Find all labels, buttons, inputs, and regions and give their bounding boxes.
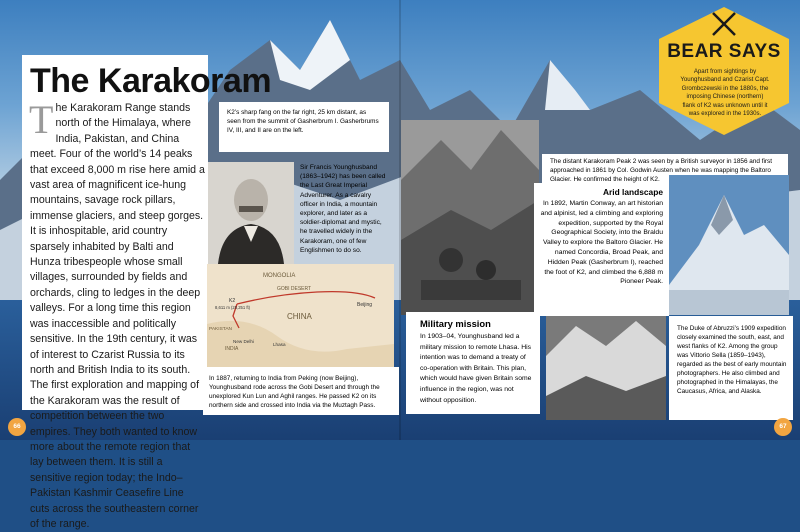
arid-heading: Arid landscape xyxy=(602,187,663,197)
military-heading: Military mission xyxy=(420,318,491,329)
route-map xyxy=(207,264,394,367)
drop-cap: T xyxy=(29,97,54,142)
page-number-right: 67 xyxy=(774,418,792,436)
intro-body: he Karakoram Range stands north of the Himalaya, where India, Pakistan, and China meet. Four of the world’s 14 peaks that exceed 8,000 m rise here amid a vast area of magnificent ice-hung mountains, savage rock pillars, immense glaciers, and steep gorges. It is inhospitable, arid country sparsely inhabited by Balti and Hunza tribespeople whose small villages, surrounded by fields and orchards, cling to ledges in the deep valleys. For a long time this region was inaccessible and politically sensitive. In the 19th century, it was of interest to Czarist Russia to its north and British India to its south. The first exploration and mapping of the Karakoram was the result of competition between the two empires. They both wanted to know more about the remote region that lay between them. It is still a sensitive region today; the Indo–Pakistan Kashmir Ceasefire Line cuts across the southeastern corner of the range. xyxy=(30,102,205,530)
map-label-china: CHINA xyxy=(287,312,312,321)
page-title: The Karakoram xyxy=(30,62,272,100)
map-label-pakistan: PAKISTAN xyxy=(209,327,233,332)
younghusband-portrait xyxy=(208,162,294,264)
map-label-mongolia: MONGOLIA xyxy=(263,273,296,279)
bear-says-text: Apart from sightings by Younghusband and Czarist Capt. Grombczewski in the 1880s, the imposing Chinese (northern) flank of K2 was unknown until it was explored in the 1930s. xyxy=(680,68,770,118)
expedition-illustration xyxy=(401,120,539,315)
bear-says-title: BEAR SAYS xyxy=(667,41,781,62)
map-label-k2: K2 xyxy=(229,298,236,304)
duke-caption: The Duke of Abruzzi’s 1909 expedition closely examined the south, east, and west flanks of K2. Among the group was Vittorio Sella (1859–1943), regarded as the best of early mountain photographers. He also climbed and photographed in the Himalayas, the Caucasus, Africa, and Alaska. xyxy=(669,316,793,420)
arid-text: In 1892, Martin Conway, an art historian and alpinist, led a climbing and exploring expedition, supported by the Royal Geographical Society, into the Braldu Valley to explore the Baltoro Glacier. He named Concordia, Broad Peak, and Hidden Peak (Gasherbrum I), reached the foot of K2, and climbed the 6,888 m Pioneer Peak. xyxy=(540,200,663,286)
map-label-new-delhi: New Delhi xyxy=(233,339,254,344)
distant-k2-caption: The distant Karakoram Peak 2 was seen by a British surveyor in 1856 and first approached in 1861 by Col. Godwin Austen when he was mapping the Baltoro Glacier. He confirmed the height of K2. xyxy=(542,154,788,184)
intro-text xyxy=(29,97,206,532)
map-label-india: INDIA xyxy=(225,346,239,352)
military-text: In 1903–04, Younghusband led a military mission to remote Lhasa. His intention was to demand a treaty of co-operation with Britain. This plan, which would have given Britain some influence in the region, was not without opposition. xyxy=(420,333,532,404)
k2-caption: K2’s sharp fang on the far right, 25 km distant, as seen from the summit of Gasherbrum I. Gasherbrums IV, III, and II are on the left. xyxy=(219,102,389,152)
sella-photo xyxy=(546,316,666,420)
arid-landscape-box xyxy=(534,183,669,316)
map-label-gobi: GOBI DESERT xyxy=(277,286,312,292)
page-number-left: 66 xyxy=(8,418,26,436)
k2-photo xyxy=(669,175,789,315)
map-label-lhasa: Lhasa xyxy=(273,342,286,347)
map-label-k2-height: 8,611 m (28,251 ft) xyxy=(215,305,251,310)
younghusband-bio: Sir Francis Younghusband (1863–1942) has been called the Last Great Imperial Adventurer. As a cavalry officer in India, a mountain explorer, and later as a soldier-diplomat and mystic, he travelled widely in the Karakoram, one of few Englishmen to do so. xyxy=(300,164,386,254)
map-label-beijing: Beijing xyxy=(357,302,373,308)
military-mission-box xyxy=(406,312,540,414)
map-caption: In 1887, returning to India from Peking (now Beijing), Younghusband rode across the Gobi Desert and through the unexplored Kun Lun and Aghil ranges. He passed K2 on its northern side and crossed into India via the Muztagh Pass. xyxy=(203,367,399,415)
